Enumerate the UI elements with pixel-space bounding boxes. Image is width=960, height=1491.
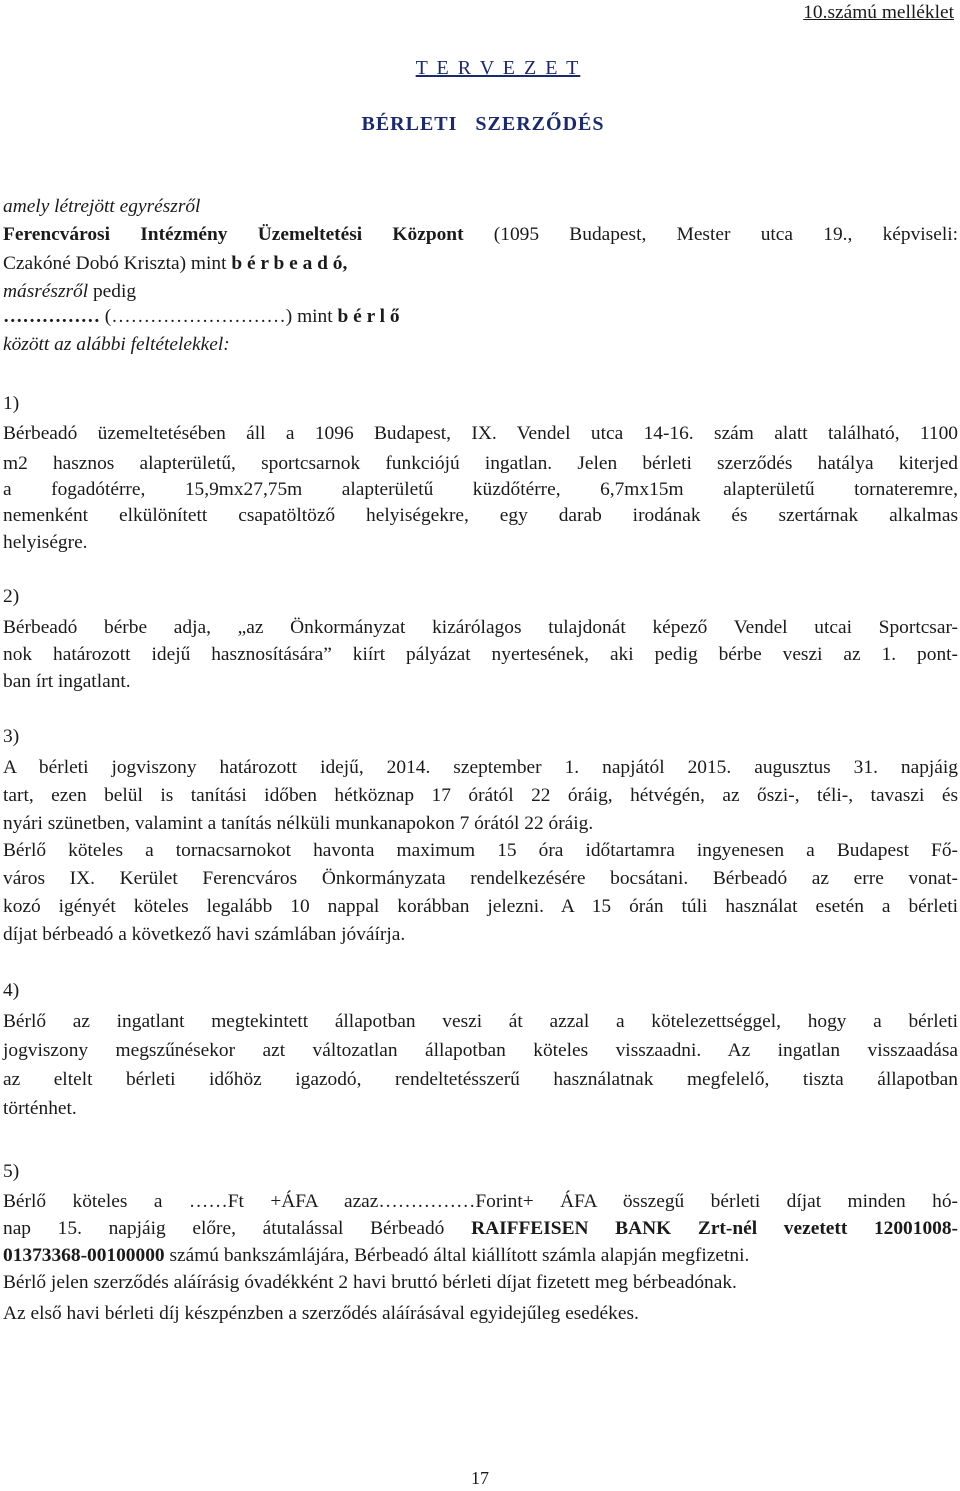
annex-label: 10.számú melléklet [803,2,954,23]
section-1-line: a fogadótérre, 15,9mx27,75m alapterületű küzdőtérre, 6,7mx15m alapterületű tornateremre, [3,479,958,500]
section-2 [3,585,958,695]
document-title: BÉRLETI SZERZŐDÉS [361,113,605,135]
section-1-line: Bérbeadó üzemeltetésében áll a 1096 Budapest, IX. Vendel utca 14-16. szám alatt található, 1100 [3,423,958,444]
conditions-line: között az alábbi feltételekkel: [3,334,230,355]
bank-account-number: 01373368-00100000 [3,1245,165,1266]
section-5-line: Bérlő köteles a ……Ft +ÁFA azaz……………Forint+ ÁFA összegű bérleti díjat minden hó- [3,1191,958,1212]
section-5-line: Bérlő jelen szerződés aláírásig óvadékként 2 havi bruttó bérleti díjat fizetett meg bérbeadónak. [3,1272,737,1293]
page-number: 17 [471,1468,489,1488]
section-4-line: jogviszony megszűnésekor azt változatlan állapotban köteles visszaadni. Az ingatlan visszaadása [3,1040,958,1061]
lessor-name: Ferencvárosi Intézmény Üzemeltetési Központ [3,224,464,245]
section-5-line: Az első havi bérleti díj készpénzben a szerződés aláírásával egyidejűleg esedékes. [3,1303,639,1324]
section-2-line: Bérbeadó bérbe adja, „az Önkormányzat kizárólagos tulajdonát képező Vendel utcai Sportcsar- [3,617,958,638]
section-5-line3-text: számú bankszámlájára, Bérbeadó által kiállított számla alapján megfizetni. [164,1245,750,1266]
section-3-line: Bérlő köteles a tornacsarnokot havonta maximum 15 óra időtartamra ingyenesen a Budapest Fő- [3,840,958,861]
section-5 [3,1160,958,1327]
bank-details: RAIFFEISEN BANK Zrt-nél vezetett 12001008- [471,1218,958,1239]
section-3 [3,725,958,948]
section-1 [3,392,958,556]
section-1-line: m2 hasznos alapterületű, sportcsarnok funkciójú ingatlan. Jelen bérleti szerződés hatálya kiterjed [3,453,958,474]
other-side: másrészről [3,281,89,302]
section-3-line: város IX. Kerület Ferencváros Önkormányzata rendelkezésére bocsátani. Bérbeadó az erre vonat- [3,868,958,889]
section-2-line: nok határozott idejű hasznosítására” kiírt pályázat nyertesének, aki pedig bérbe veszi az 1. pont- [3,644,958,665]
section-5-number: 5) [3,1161,20,1182]
lessee-dots: …………… [3,306,100,327]
section-3-line: A bérleti jogviszony határozott idejű, 2014. szeptember 1. napjától 2015. augusztus 31. napjáig [3,757,958,778]
parties-intro: amely létrejött egyrészről [3,196,201,217]
lessor-address: (1095 Budapest, Mester utca 19., képviseli: [463,224,958,245]
lessee-paren: (………………………) mint [99,306,338,327]
section-1-line: helyiségre. [3,532,88,553]
section-3-number: 3) [3,726,20,747]
lessor-role: b é r b e a d ó, [231,253,348,274]
section-2-line: ban írt ingatlant. [3,671,131,692]
section-4-line: történhet. [3,1098,77,1119]
lessor-representative: Czakóné Dobó Kriszta) mint [3,253,232,274]
parties-block [3,195,958,358]
draft-label: T E R V E Z E T [415,57,581,79]
section-4 [3,979,958,1122]
section-4-number: 4) [3,980,20,1001]
section-1-line: nemenként elkülönített csapatöltöző helyiségekre, egy darab irodának és szertárnak alkalmas [3,505,958,526]
section-5-line2-text: nap 15. napjáig előre, átutalással Bérbeadó [3,1218,472,1239]
section-4-line: Bérlő az ingatlant megtekintett állapotban veszi át azzal a kötelezettséggel, hogy a bérleti [3,1011,958,1032]
lessee-role: b é r l ő [337,306,400,327]
section-3-line: díjat bérbeadó a következő havi számlában jóváírja. [3,924,406,945]
section-3-line: nyári szünetben, valamint a tanítás nélküli munkanapokon 7 órától 22 óráig. [3,813,594,834]
other-side-tail: pedig [88,281,137,302]
section-3-line: tart, ezen belül is tanítási időben hétköznap 17 órától 22 óráig, hétvégén, az őszi-, téli-, tavaszi és [3,785,958,806]
section-2-number: 2) [3,586,20,607]
section-3-line: kozó igényét köteles legalább 10 nappal korábban jelezni. A 15 órán túli használat esetén a bérleti [3,896,958,917]
section-4-line: az eltelt bérleti időhöz igazodó, rendeltetésszerű használatnak megfelelő, tiszta állapotban [3,1069,958,1090]
section-1-number: 1) [3,393,20,414]
